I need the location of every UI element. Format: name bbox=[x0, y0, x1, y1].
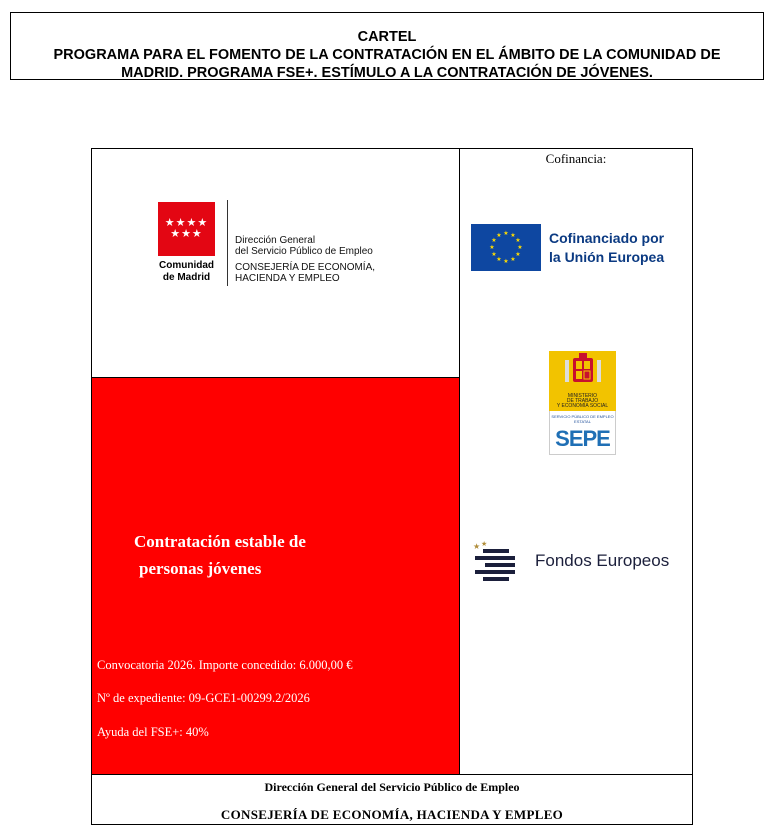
eu-text: Cofinanciado por la Unión Europea bbox=[549, 229, 665, 265]
svg-text:★: ★ bbox=[515, 251, 521, 258]
comunidad-madrid-logo bbox=[158, 200, 398, 290]
svg-text:★: ★ bbox=[503, 258, 509, 265]
poster-footer bbox=[92, 774, 692, 825]
svg-text:★: ★ bbox=[496, 232, 502, 239]
svg-text:★: ★ bbox=[496, 256, 502, 263]
svg-text:★: ★ bbox=[515, 237, 521, 244]
sepe-subtitle: SERVICIO PÚBLICO DE EMPLEO ESTATAL bbox=[551, 414, 614, 424]
header-program-line2: MADRID. PROGRAMA FSE+. ESTÍMULO A LA CONTRATACIÓN DE JÓVENES. bbox=[121, 65, 653, 81]
svg-text:★: ★ bbox=[473, 542, 481, 551]
fondos-europeos-icon bbox=[471, 539, 527, 583]
header-program-line1: PROGRAMA PARA EL FOMENTO DE LA CONTRATACIÓN EN EL ÁMBITO DE LA COMUNIDAD DE bbox=[53, 47, 721, 63]
footer-consejeria: CONSEJERÍA DE ECONOMÍA, HACIENDA Y EMPLEO bbox=[220, 807, 564, 822]
ministerio-sepe-logo bbox=[549, 351, 616, 455]
logo-separator bbox=[227, 200, 228, 286]
red-info-panel bbox=[92, 378, 460, 774]
svg-text:★: ★ bbox=[503, 230, 509, 237]
program-title: Contratación estable de personas jóvenes bbox=[134, 532, 306, 578]
logo-panel bbox=[92, 149, 460, 378]
svg-text:★: ★ bbox=[510, 232, 516, 239]
comunidad-name: Comunidad de Madrid bbox=[159, 260, 214, 283]
poster bbox=[91, 148, 693, 825]
sepe-logo bbox=[549, 411, 616, 455]
footer-direccion: Dirección General del Servicio Público de Empleo bbox=[264, 780, 520, 794]
eu-flag-icon bbox=[471, 224, 541, 271]
spain-coat-of-arms-icon bbox=[549, 351, 616, 411]
cofinancia-panel bbox=[460, 149, 692, 774]
fondos-europeos-logo bbox=[471, 539, 669, 583]
svg-text:★: ★ bbox=[489, 244, 495, 251]
consejeria-text: CONSEJERÍA DE ECONOMÍA, HACIENDA Y EMPLEO bbox=[235, 262, 376, 284]
poster-header bbox=[10, 12, 764, 80]
svg-text:★: ★ bbox=[481, 540, 488, 548]
svg-text:★: ★ bbox=[491, 237, 497, 244]
sepe-name: SEPE bbox=[555, 426, 610, 451]
cofinancia-label: Cofinancia: bbox=[545, 151, 607, 166]
direccion-general-text: Dirección General del Servicio Público de Empleo bbox=[235, 235, 373, 257]
header-title: CARTEL bbox=[357, 29, 417, 45]
eu-cofinanced-logo bbox=[471, 224, 664, 271]
svg-text:★: ★ bbox=[510, 256, 516, 263]
ministerio-text: MINISTERIO DE TRABAJO Y ECONOMÍA SOCIAL bbox=[556, 393, 609, 409]
madrid-flag-icon: ★★★★ ★★★ bbox=[158, 202, 215, 256]
convocatoria-text: Convocatoria 2026. Importe concedido: 6.000,00 € bbox=[97, 658, 353, 672]
expediente-text: Nº de expediente: 09-GCE1-00299.2/2026 bbox=[97, 691, 310, 705]
ayuda-text: Ayuda del FSE+: 40% bbox=[97, 725, 209, 739]
svg-text:★: ★ bbox=[491, 251, 497, 258]
svg-text:★: ★ bbox=[517, 244, 523, 251]
fondos-europeos-text: Fondos Europeos bbox=[535, 551, 670, 570]
